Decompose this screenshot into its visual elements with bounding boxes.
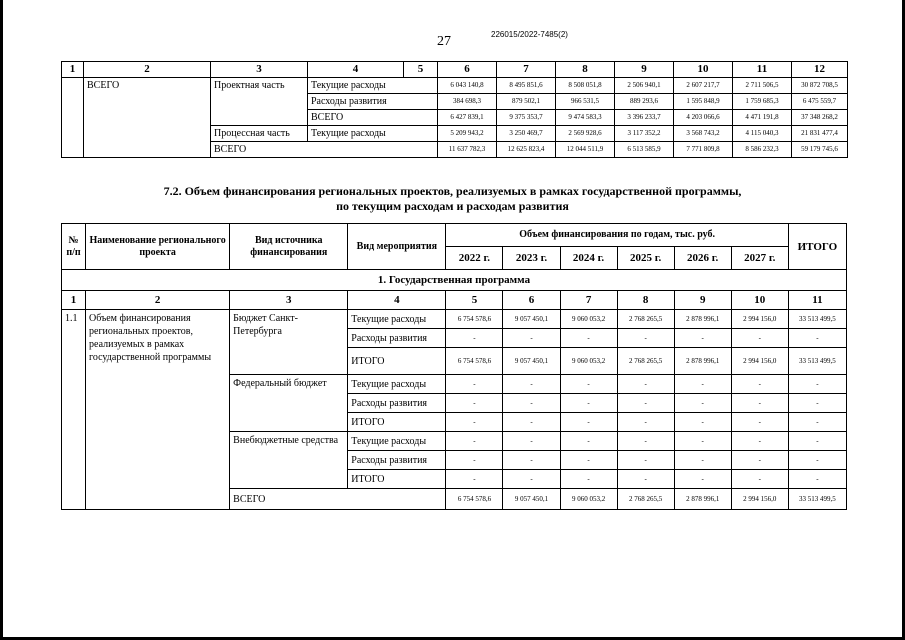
value-cell: - (617, 413, 674, 432)
value-cell: 6 513 585,9 (615, 142, 674, 158)
value-cell: - (731, 470, 788, 489)
expense-label: ВСЕГО (308, 110, 438, 126)
col-number: 6 (438, 62, 497, 78)
col-number: 12 (792, 62, 848, 78)
header-row (62, 224, 847, 247)
header-num: № п/п (62, 224, 86, 270)
col-number: 3 (230, 291, 348, 310)
value-cell: - (674, 470, 731, 489)
value-cell: 2 711 506,5 (733, 78, 792, 94)
header-activity: Вид мероприятия (348, 224, 446, 270)
value-cell: - (674, 432, 731, 451)
value-cell: - (446, 329, 503, 348)
value-cell: - (731, 375, 788, 394)
value-cell: - (503, 394, 560, 413)
part-label: Процессная часть (211, 126, 308, 142)
value-cell: 9 375 353,7 (497, 110, 556, 126)
value-cell: 2 994 156,0 (731, 310, 788, 329)
value-cell: - (560, 432, 617, 451)
value-cell: 3 396 233,7 (615, 110, 674, 126)
year-header: 2025 г. (617, 247, 674, 270)
col-number: 5 (404, 62, 438, 78)
activity-label: ИТОГО (348, 348, 446, 375)
expense-label: Текущие расходы (308, 126, 438, 142)
value-cell: 59 179 745,6 (792, 142, 848, 158)
value-cell: 8 586 232,3 (733, 142, 792, 158)
regional-projects-table (61, 223, 847, 510)
activity-label: ИТОГО (348, 413, 446, 432)
activity-label: Текущие расходы (348, 310, 446, 329)
col-number: 7 (560, 291, 617, 310)
col-number: 11 (733, 62, 792, 78)
activity-label: Текущие расходы (348, 432, 446, 451)
value-cell: - (503, 432, 560, 451)
value-cell: 2 569 928,6 (556, 126, 615, 142)
value-cell: - (731, 394, 788, 413)
col-number: 9 (674, 291, 731, 310)
value-cell: 1 759 685,3 (733, 94, 792, 110)
value-cell: - (731, 413, 788, 432)
total-label: ВСЕГО (211, 142, 438, 158)
col-number: 1 (62, 291, 86, 310)
value-cell: 6 754 578,6 (446, 348, 503, 375)
value-cell: - (788, 375, 846, 394)
value-cell: 7 771 809,8 (674, 142, 733, 158)
financing-table-continued (61, 61, 848, 158)
project-name: Объем финансирования региональных проектов, реализуемых в рамках государственной программы (86, 310, 230, 510)
value-cell: 966 531,5 (556, 94, 615, 110)
value-cell: - (503, 375, 560, 394)
value-cell: - (731, 432, 788, 451)
value-cell: - (560, 451, 617, 470)
value-cell: - (617, 329, 674, 348)
value-cell: - (560, 394, 617, 413)
section-heading: 1. Государственная программа (62, 270, 847, 291)
col-number: 7 (497, 62, 556, 78)
value-cell: 21 831 477,4 (792, 126, 848, 142)
value-cell: 9 060 053,2 (560, 489, 617, 510)
value-cell: - (503, 470, 560, 489)
year-header: 2024 г. (560, 247, 617, 270)
part-label: Проектная часть (211, 78, 308, 126)
value-cell: - (560, 329, 617, 348)
value-cell: - (503, 451, 560, 470)
value-cell: 33 513 499,5 (788, 310, 846, 329)
value-cell: - (446, 394, 503, 413)
value-cell: 6 427 839,1 (438, 110, 497, 126)
value-cell: 12 625 823,4 (497, 142, 556, 158)
value-cell: 6 475 559,7 (792, 94, 848, 110)
value-cell: 4 471 191,8 (733, 110, 792, 126)
value-cell: 8 495 851,6 (497, 78, 556, 94)
section-title-cont: по текущим расходам и расходам развития (336, 199, 569, 213)
column-number-row (62, 62, 848, 78)
col-number: 3 (211, 62, 308, 78)
col-number: 4 (348, 291, 446, 310)
value-cell: - (788, 451, 846, 470)
value-cell: 879 502,1 (497, 94, 556, 110)
value-cell: - (617, 375, 674, 394)
value-cell: - (446, 432, 503, 451)
value-cell: 5 209 943,2 (438, 126, 497, 142)
year-header: 2026 г. (674, 247, 731, 270)
value-cell: - (674, 394, 731, 413)
value-cell: 4 115 040,3 (733, 126, 792, 142)
value-cell: 384 698,3 (438, 94, 497, 110)
value-cell: - (560, 470, 617, 489)
value-cell: 9 057 450,1 (503, 489, 560, 510)
col-number: 8 (617, 291, 674, 310)
value-cell: 37 348 268,2 (792, 110, 848, 126)
col-number: 9 (615, 62, 674, 78)
value-cell: 12 044 511,9 (556, 142, 615, 158)
year-header: 2023 г. (503, 247, 560, 270)
col-number: 11 (788, 291, 846, 310)
value-cell: - (617, 451, 674, 470)
header-source: Вид источника финансирования (230, 224, 348, 270)
expense-label: Текущие расходы (308, 78, 438, 94)
row-label-total: ВСЕГО (84, 78, 211, 158)
value-cell: 4 203 066,6 (674, 110, 733, 126)
activity-label: Расходы развития (348, 394, 446, 413)
value-cell: - (446, 413, 503, 432)
expense-label: Расходы развития (308, 94, 438, 110)
value-cell: - (503, 329, 560, 348)
value-cell: 8 508 051,8 (556, 78, 615, 94)
activity-label: Текущие расходы (348, 375, 446, 394)
header-project-name: Наименование регионального проекта (86, 224, 230, 270)
value-cell: - (617, 432, 674, 451)
table-row (62, 78, 848, 94)
value-cell: - (674, 451, 731, 470)
value-cell: 2 607 217,7 (674, 78, 733, 94)
column-number-row (62, 291, 847, 310)
value-cell: - (674, 413, 731, 432)
value-cell: - (446, 470, 503, 489)
col-number: 6 (503, 291, 560, 310)
year-header: 2022 г. (446, 247, 503, 270)
value-cell: - (731, 451, 788, 470)
activity-label: Расходы развития (348, 451, 446, 470)
value-cell: - (674, 329, 731, 348)
year-header: 2027 г. (731, 247, 788, 270)
value-cell: - (731, 329, 788, 348)
value-cell: 33 513 499,5 (788, 489, 846, 510)
value-cell: 6 043 140,8 (438, 78, 497, 94)
value-cell: 2 994 156,0 (731, 348, 788, 375)
value-cell: - (617, 470, 674, 489)
col-number: 10 (731, 291, 788, 310)
value-cell: - (446, 451, 503, 470)
col-number: 4 (308, 62, 404, 78)
col-number: 1 (62, 62, 84, 78)
value-cell: 2 878 996,1 (674, 489, 731, 510)
funding-source: Внебюджетные средства (230, 432, 348, 489)
value-cell: - (560, 375, 617, 394)
scan-border-left (0, 0, 3, 640)
value-cell: - (788, 394, 846, 413)
section-title: 7.2. Объем финансирования региональных проектов, реализуемых в рамках государственной программы, (163, 184, 742, 198)
col-number: 8 (556, 62, 615, 78)
document-code: 226015/2022-7485(2) (491, 30, 568, 39)
value-cell: - (788, 413, 846, 432)
value-cell: - (788, 432, 846, 451)
value-cell: - (788, 329, 846, 348)
value-cell: 9 060 053,2 (560, 310, 617, 329)
col-number: 5 (446, 291, 503, 310)
col-number: 2 (86, 291, 230, 310)
total-label: ВСЕГО (230, 489, 446, 510)
value-cell: 9 060 053,2 (560, 348, 617, 375)
value-cell: - (617, 394, 674, 413)
funding-source: Бюджет Санкт-Петербурга (230, 310, 348, 375)
value-cell: 9 474 583,3 (556, 110, 615, 126)
header-financing: Объем финансирования по годам, тыс. руб. (446, 224, 788, 247)
row-number: 1.1 (62, 310, 86, 510)
value-cell: 2 768 265,5 (617, 348, 674, 375)
value-cell: 6 754 578,6 (446, 489, 503, 510)
value-cell: - (788, 470, 846, 489)
table-row (62, 310, 847, 329)
value-cell: - (560, 413, 617, 432)
value-cell: - (503, 413, 560, 432)
value-cell: 3 117 352,2 (615, 126, 674, 142)
value-cell: 2 768 265,5 (617, 489, 674, 510)
section-row (62, 270, 847, 291)
value-cell: 9 057 450,1 (503, 348, 560, 375)
value-cell: 6 754 578,6 (446, 310, 503, 329)
activity-label: ИТОГО (348, 470, 446, 489)
value-cell: 3 568 743,2 (674, 126, 733, 142)
activity-label: Расходы развития (348, 329, 446, 348)
funding-source: Федеральный бюджет (230, 375, 348, 432)
page-number: 27 (437, 34, 451, 49)
value-cell: 1 595 848,9 (674, 94, 733, 110)
value-cell: 2 768 265,5 (617, 310, 674, 329)
value-cell: 33 513 499,5 (788, 348, 846, 375)
value-cell: 2 878 996,1 (674, 310, 731, 329)
col-number: 2 (84, 62, 211, 78)
value-cell: 2 506 940,1 (615, 78, 674, 94)
value-cell: 11 637 782,3 (438, 142, 497, 158)
value-cell: 889 293,6 (615, 94, 674, 110)
value-cell: - (674, 375, 731, 394)
header-total: ИТОГО (788, 224, 846, 270)
col-number: 10 (674, 62, 733, 78)
value-cell: 2 994 156,0 (731, 489, 788, 510)
value-cell: - (446, 375, 503, 394)
value-cell: 3 250 469,7 (497, 126, 556, 142)
value-cell: 2 878 996,1 (674, 348, 731, 375)
value-cell: 9 057 450,1 (503, 310, 560, 329)
value-cell: 30 872 708,5 (792, 78, 848, 94)
